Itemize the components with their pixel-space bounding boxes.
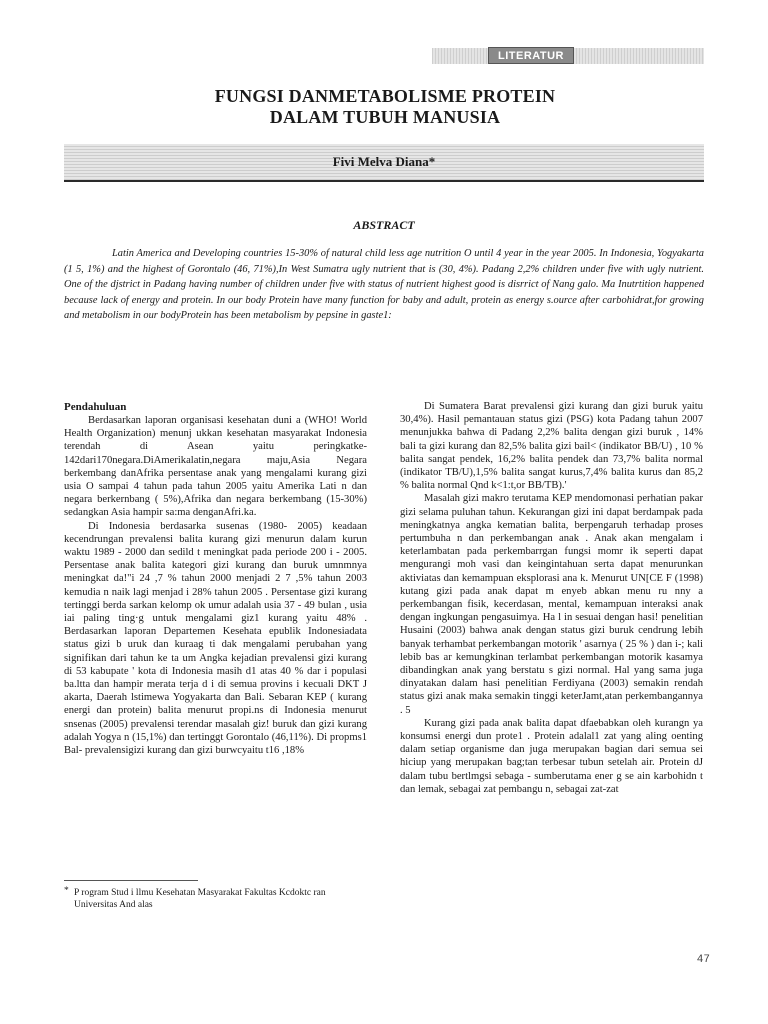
section-tag: LITERATUR <box>488 47 574 64</box>
title-line-1: FUNGSI DANMETABOLISME PROTEIN <box>214 86 556 106</box>
abstract-heading: ABSTRACT <box>353 218 415 232</box>
paragraph: Di Sumatera Barat prevalensi gizi kurang dan gizi buruk yaitu 30,4%). Hasil pemantauan status gizi (PSG) kota Padang tahun 2007 menunjukka bahwa di Padang 2,2% balita dengan gizi buruk , 14% bali ta gizi kurang dan 82,5% balita gizi bail< (indikator BB/U) , 10 % balita sangat pendek, 16,2% balita pendek dan 73,7% balita normal (indikator TB/U),1,5% balita sangat kurus,7,4% balita kurus dan 85,2 % balita normal Qnd k<1:t,or BB/TB).' <box>400 401 703 492</box>
page-number: 47 <box>696 954 710 966</box>
footnote <box>64 887 367 911</box>
paragraph: Kurang gizi pada anak balita dapat dfaebabkan oleh kurangn ya konsumsi energi dun prote1 . Protein adalal1 zat yang aling oenting dalam setiap organisme dan juga merupakan bagian dari semua sei hiciup yang merupakan bag;tan terbesar tubun setelah air. Protein dJ dalam tubu bertlmgsi sebaga - sumberutama ener g se ain karbohidn t dan lemak, sebagai zat pembangu n, sebagai zat-zat <box>400 717 703 795</box>
section-heading: Pendahuluan <box>64 401 127 413</box>
paragraph: Masalah gizi makro terutama KEP mendomonasi perhatian pakar gizi selama puluhan tahun. Kekurangan gizi ini dapat berdampak pada meningkatnya angka kematian balita, berpengaruh terhadap proses pertumbuha n dan perkembangan anak . Anak akan mengalam i keterlambatan pada perkembarrgan fungsi momr ik seperti dapat mengurangi moh vasi dan keingintahuan serta dapat menurunkan aktiviatas dan kemampuan eksplorasi ana k. Menurut UN[CE F (1998) kutang gizi pada anak dapat m enyeb abkan menu ru nny a perkembangan fisik, kecerdasan, mental, kemampuan interaksi anak dengan ingkungan pengasuimya. Ha l in sesuai dengan hasi! penelitian Husaini (2003) bahwa anak dengan status gizi buruk cendrung lebih banyak terhambat perkembangan motorik ' asarnya ( 25 % ) dan i-; kali lebib bas ar kemungkinan terlambat perkembangan motorik kasamya dibandingkan anak yang berstatu s gizi normal. Hal yang sama juga dinyatakan dalam hasi penelitian Ferdiyana (2003) semakin rendah status gizi anak maka semakin tinggi keterJamt,atan perkembangannya . 5 <box>400 493 703 716</box>
title-line-2: DALAM TUBUH MANUSIA <box>269 107 501 127</box>
paragraph: Di Indonesia berdasarka susenas (1980- 2005) keadaan kecendrungan prevalensi balita kurang gizi menurun dalam kurun waktu 1989 - 2000 dan sedild t meningkat pada periode 200 i - 2005. Persentase anak balita kategori gizi kurang dan buruk umnmnya meningkat da!"i 24 ,7 % tahun 2000 menjadi 2 7 ,5% tahun 2003 kemudia n naik lagi menjad i 28% tahun 2005 . Persentase gizi kurang tertinggi berda sarkan kelomp ok umur adalah usia 37 - 49 bulan , usia iai paling ting·g untuk mengalami giz1 kurang yaitu 48% . Berdasarkan laporan Departemen Kesehata epublik Indonesiadata status gizi b uruk dan kuraag ti dak mengalami perubahan yang signifikan dari tahun ke ta um Angka kejadian prevalensi gizi kurang di 53 kabupate ' kota di Indonesia masih d1 atas 40 % dar i populasi ba.ltta dan hampir merata terja d i di semua provins i kecuali DKT J akarta, Daerah lstimewa Yogyakarta dan Bali. Sebaran KEP ( kurang energi dan protein) balita menurut propi.ns di Indonesia menurut snsenas (2005) prevalensi terendar masalah giz! buruk dan gizi kurang adalah Yogya n (15,1%) dan tertinggt Gorontalo (46,11%). Di propms1 Bal- prevalensigizi kurang dan gizi burwcyaitu t16 ,18% <box>64 520 367 757</box>
footnote-marker: * <box>64 886 69 896</box>
footnote-text: P rogram Stud i llmu Kesehatan Masyarakat Fakultas Kcdoktc ran Universitas And alas <box>74 888 326 910</box>
author-bar <box>64 144 704 182</box>
footnote-divider <box>64 880 198 881</box>
article-title <box>150 86 620 128</box>
left-column <box>64 400 367 757</box>
abstract-text: Latin America and Developing countries 15-30% of natural child less age nutrition O until 4 year in the year 2005. In Indonesia, Yogyakarta (1 5, 1%) and the highest of Gorontalo (46, 71%),In West Sumatra ugly nutrient that is (30, 4%). Padang 2,2% children under five with ugly nutrient. One of the djstrict in Padang having number of children under five with status of nutrient highest good is disrrict of Nang galo. Ma Inutrtition happened because lack of energy and protein. In our body Protein have many function for baby and adult, protein as energy s.ource after carbohidrat,for growing and metabolism in our bodyProtein has been metabolism by pepsine in gaste1: <box>64 248 704 321</box>
right-column <box>400 400 703 796</box>
paragraph: Berdasarkan laporan organisasi kesehatan duni a (WHO! World Health Organization) menunj ukkan kesehatan masyarakat Indonesia terendah di Asean yaitu peringkatke-142dari170negara.DiAmerikalatin,negara maju,Asia Negara berkembang danAfrika persentase anak yang mengalami kurang gizi usia O sampai 4 tahun pada tahun 2005 yaitu Amerika Lati n dan negara berkernbang ( 5%),Afrika dan negara berkembang (15-30%) sedangkan Asia hampir sa:ma denganAfri.ka. <box>64 415 367 519</box>
author-name: Fivi Melva Diana* <box>332 154 436 169</box>
abstract-body <box>64 246 704 324</box>
